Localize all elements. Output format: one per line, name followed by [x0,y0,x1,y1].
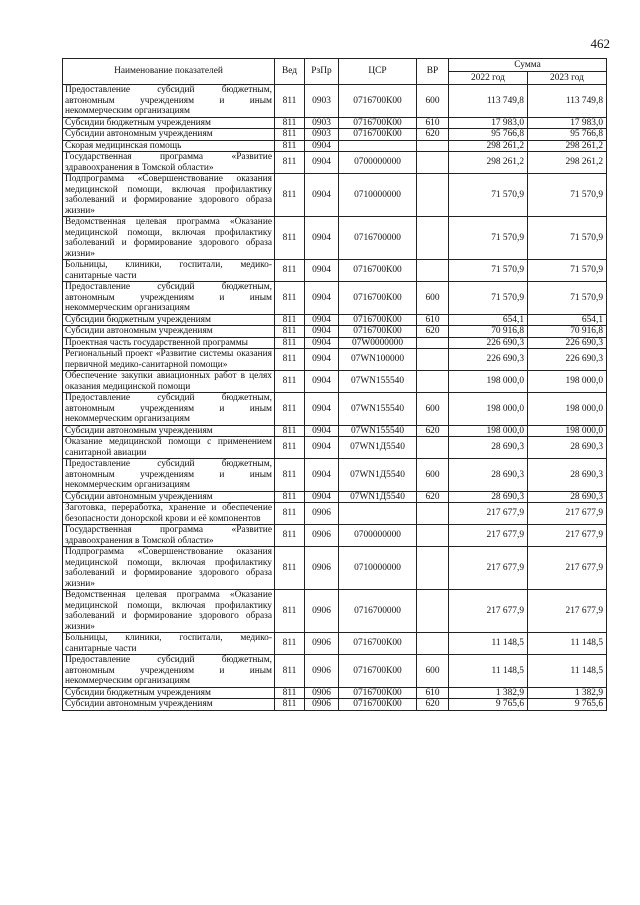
row-csr: 07WN100000 [339,349,417,371]
row-csr: 07W0000000 [339,337,417,349]
row-csr: 0716700К00 [339,326,417,338]
row-rzpr: 0906 [305,633,339,655]
row-sum-2023: 1 382,9 [528,687,607,699]
row-ved: 811 [275,491,305,503]
row-sum-2022: 17 983,0 [449,117,528,129]
row-vr [417,217,449,260]
row-name: Предоставление субсидий бюджетным, автономным учреждениям и иным некоммерческим организациям [63,282,275,315]
row-csr: 0716700000 [339,590,417,633]
row-csr: 07WN155540 [339,425,417,437]
row-sum-2023: 11 148,5 [528,655,607,688]
row-sum-2023: 654,1 [528,314,607,326]
row-ved: 811 [275,152,305,174]
row-sum-2022: 28 690,3 [449,437,528,459]
row-sum-2022: 71 570,9 [449,217,528,260]
header-2023: 2023 год [528,72,607,85]
row-vr [417,349,449,371]
row-ved: 811 [275,217,305,260]
row-sum-2023: 217 677,9 [528,525,607,547]
row-sum-2023: 95 766,8 [528,129,607,141]
table-row [63,655,607,688]
row-sum-2022: 1 382,9 [449,687,528,699]
row-name: Субсидии автономным учреждениям [63,425,275,437]
row-sum-2023: 298 261,2 [528,140,607,152]
row-csr: 0716700К00 [339,260,417,282]
row-name: Субсидии автономным учреждениям [63,491,275,503]
table-row [63,371,607,393]
table-row [63,393,607,426]
row-vr [417,260,449,282]
row-csr: 0716700К00 [339,633,417,655]
row-vr [417,590,449,633]
table-row [63,85,607,118]
row-vr [417,437,449,459]
row-sum-2022: 226 690,3 [449,337,528,349]
row-sum-2022: 71 570,9 [449,174,528,217]
row-vr: 610 [417,117,449,129]
page-number: 462 [590,36,610,51]
row-sum-2023: 198 000,0 [528,371,607,393]
row-vr: 620 [417,326,449,338]
row-ved: 811 [275,687,305,699]
row-csr: 0700000000 [339,152,417,174]
row-sum-2023: 71 570,9 [528,174,607,217]
row-sum-2022: 217 677,9 [449,547,528,590]
header-vr: ВР [417,59,449,85]
table-row [63,491,607,503]
table-row [63,174,607,217]
row-rzpr: 0904 [305,260,339,282]
row-ved: 811 [275,371,305,393]
row-rzpr: 0904 [305,314,339,326]
budget-table [62,58,607,711]
table-row [63,260,607,282]
table-row [63,314,607,326]
table-row [63,152,607,174]
row-sum-2022: 198 000,0 [449,393,528,426]
row-sum-2022: 298 261,2 [449,152,528,174]
row-csr: 0716700К00 [339,117,417,129]
row-sum-2023: 298 261,2 [528,152,607,174]
table-row [63,547,607,590]
row-vr: 600 [417,282,449,315]
table-row [63,140,607,152]
row-csr: 07WN1Д5540 [339,437,417,459]
row-csr: 0716700К00 [339,699,417,711]
row-rzpr: 0904 [305,174,339,217]
row-name: Скорая медицинская помощь [63,140,275,152]
row-rzpr: 0906 [305,687,339,699]
row-rzpr: 0904 [305,337,339,349]
row-name: Оказание медицинской помощи с применением санитарной авиации [63,437,275,459]
row-vr [417,547,449,590]
row-ved: 811 [275,314,305,326]
row-sum-2022: 9 765,6 [449,699,528,711]
row-name: Государственная программа «Развитие здравоохранения в Томской области» [63,152,275,174]
row-sum-2022: 217 677,9 [449,525,528,547]
row-vr: 610 [417,314,449,326]
row-vr [417,525,449,547]
row-sum-2022: 11 148,5 [449,655,528,688]
header-name: Наименование показателей [63,59,275,85]
row-sum-2023: 9 765,6 [528,699,607,711]
row-vr: 620 [417,699,449,711]
row-vr [417,633,449,655]
row-rzpr: 0904 [305,491,339,503]
row-sum-2022: 217 677,9 [449,503,528,525]
row-csr: 0716700К00 [339,129,417,141]
row-name: Ведомственная целевая программа «Оказание медицинской помощи, включая профилактику заболеваний и формирование здорового образа жизни» [63,217,275,260]
row-rzpr: 0904 [305,425,339,437]
row-csr: 0716700К00 [339,687,417,699]
row-csr: 07WN1Д5540 [339,459,417,492]
row-csr: 0716700К00 [339,85,417,118]
table-row [63,337,607,349]
table-row [63,117,607,129]
row-name: Предоставление субсидий бюджетным, автономным учреждениям и иным некоммерческим организациям [63,459,275,492]
row-csr: 0710000000 [339,547,417,590]
row-name: Подпрограмма «Совершенствование оказания медицинской помощи, включая профилактику заболеваний и формирование здорового образа жизни» [63,174,275,217]
row-sum-2023: 28 690,3 [528,459,607,492]
table-row [63,459,607,492]
row-rzpr: 0904 [305,371,339,393]
row-ved: 811 [275,349,305,371]
row-csr: 0716700К00 [339,282,417,315]
row-sum-2022: 217 677,9 [449,590,528,633]
row-ved: 811 [275,85,305,118]
row-rzpr: 0906 [305,590,339,633]
row-sum-2023: 226 690,3 [528,349,607,371]
row-sum-2022: 71 570,9 [449,282,528,315]
row-rzpr: 0906 [305,503,339,525]
row-vr [417,503,449,525]
header-2022: 2022 год [449,72,528,85]
row-ved: 811 [275,174,305,217]
row-vr: 600 [417,85,449,118]
table-row [63,699,607,711]
row-csr: 0700000000 [339,525,417,547]
row-sum-2023: 71 570,9 [528,260,607,282]
row-sum-2023: 217 677,9 [528,590,607,633]
row-sum-2023: 226 690,3 [528,337,607,349]
row-ved: 811 [275,655,305,688]
row-vr: 610 [417,687,449,699]
row-rzpr: 0904 [305,326,339,338]
header-csr: ЦСР [339,59,417,85]
row-rzpr: 0904 [305,393,339,426]
row-name: Проектная часть государственной программы [63,337,275,349]
row-csr: 0716700К00 [339,655,417,688]
row-sum-2023: 17 983,0 [528,117,607,129]
row-sum-2022: 70 916,8 [449,326,528,338]
row-rzpr: 0904 [305,459,339,492]
row-ved: 811 [275,337,305,349]
row-sum-2022: 28 690,3 [449,491,528,503]
row-rzpr: 0906 [305,699,339,711]
row-vr: 600 [417,655,449,688]
row-name: Региональный проект «Развитие системы оказания первичной медико-санитарной помощи» [63,349,275,371]
row-ved: 811 [275,525,305,547]
row-sum-2022: 28 690,3 [449,459,528,492]
row-sum-2023: 71 570,9 [528,217,607,260]
row-sum-2023: 217 677,9 [528,503,607,525]
row-ved: 811 [275,140,305,152]
row-name: Обеспечение закупки авиационных работ в целях оказания медицинской помощи [63,371,275,393]
row-name: Субсидии бюджетным учреждениям [63,314,275,326]
row-ved: 811 [275,590,305,633]
row-vr: 620 [417,491,449,503]
row-vr: 620 [417,129,449,141]
header-ved: Вед [275,59,305,85]
row-ved: 811 [275,633,305,655]
row-sum-2022: 11 148,5 [449,633,528,655]
row-sum-2023: 198 000,0 [528,425,607,437]
row-ved: 811 [275,282,305,315]
row-vr [417,152,449,174]
row-name: Государственная программа «Развитие здравоохранения в Томской области» [63,525,275,547]
row-sum-2022: 226 690,3 [449,349,528,371]
row-name: Предоставление субсидий бюджетным, автономным учреждениям и иным некоммерческим организациям [63,85,275,118]
row-name: Субсидии автономным учреждениям [63,326,275,338]
row-csr: 07WN155540 [339,393,417,426]
table-row [63,590,607,633]
header-sum: Сумма [449,59,607,72]
row-sum-2022: 198 000,0 [449,425,528,437]
row-sum-2022: 113 749,8 [449,85,528,118]
row-csr: 07WN155540 [339,371,417,393]
table-row [63,437,607,459]
row-csr: 0716700000 [339,217,417,260]
row-name: Заготовка, переработка, хранение и обеспечение безопасности донорской крови и её компонентов [63,503,275,525]
row-ved: 811 [275,129,305,141]
row-rzpr: 0904 [305,437,339,459]
row-sum-2022: 95 766,8 [449,129,528,141]
row-rzpr: 0906 [305,655,339,688]
row-sum-2023: 217 677,9 [528,547,607,590]
row-vr: 600 [417,459,449,492]
row-sum-2022: 654,1 [449,314,528,326]
table-row [63,129,607,141]
row-sum-2023: 28 690,3 [528,491,607,503]
row-csr: 07WN1Д5540 [339,491,417,503]
row-vr [417,140,449,152]
row-vr [417,337,449,349]
row-sum-2023: 198 000,0 [528,393,607,426]
row-rzpr: 0906 [305,525,339,547]
row-csr [339,503,417,525]
row-name: Субсидии автономным учреждениям [63,129,275,141]
row-name: Субсидии бюджетным учреждениям [63,117,275,129]
row-csr: 0716700К00 [339,314,417,326]
row-rzpr: 0904 [305,282,339,315]
row-name: Подпрограмма «Совершенствование оказания медицинской помощи, включая профилактику заболеваний и формирование здорового образа жизни» [63,547,275,590]
table-row [63,326,607,338]
row-name: Ведомственная целевая программа «Оказание медицинской помощи, включая профилактику заболеваний и формирование здорового образа жизни» [63,590,275,633]
table-row [63,503,607,525]
row-ved: 811 [275,699,305,711]
row-csr [339,140,417,152]
row-sum-2022: 71 570,9 [449,260,528,282]
row-sum-2023: 11 148,5 [528,633,607,655]
row-ved: 811 [275,503,305,525]
row-ved: 811 [275,117,305,129]
row-vr [417,174,449,217]
row-vr: 620 [417,425,449,437]
header-rzpr: РзПр [305,59,339,85]
row-rzpr: 0904 [305,217,339,260]
row-name: Больницы, клиники, госпитали, медико-санитарные части [63,260,275,282]
row-rzpr: 0904 [305,349,339,371]
row-ved: 811 [275,260,305,282]
row-name: Больницы, клиники, госпитали, медико-санитарные части [63,633,275,655]
row-ved: 811 [275,425,305,437]
table-row [63,633,607,655]
row-sum-2023: 113 749,8 [528,85,607,118]
row-name: Предоставление субсидий бюджетным, автономным учреждениям и иным некоммерческим организациям [63,655,275,688]
table-row [63,217,607,260]
row-rzpr: 0903 [305,117,339,129]
table-row [63,349,607,371]
row-rzpr: 0904 [305,140,339,152]
row-ved: 811 [275,326,305,338]
row-rzpr: 0903 [305,85,339,118]
row-csr: 0710000000 [339,174,417,217]
row-sum-2023: 71 570,9 [528,282,607,315]
row-vr: 600 [417,393,449,426]
row-rzpr: 0904 [305,152,339,174]
row-sum-2022: 298 261,2 [449,140,528,152]
table-row [63,282,607,315]
row-ved: 811 [275,459,305,492]
row-name: Субсидии автономным учреждениям [63,699,275,711]
table-row [63,687,607,699]
row-name: Субсидии бюджетным учреждениям [63,687,275,699]
row-sum-2022: 198 000,0 [449,371,528,393]
row-sum-2023: 28 690,3 [528,437,607,459]
row-ved: 811 [275,393,305,426]
table-row [63,525,607,547]
row-rzpr: 0906 [305,547,339,590]
row-vr [417,371,449,393]
row-name: Предоставление субсидий бюджетным, автономным учреждениям и иным некоммерческим организациям [63,393,275,426]
row-ved: 811 [275,437,305,459]
row-ved: 811 [275,547,305,590]
table-row [63,425,607,437]
row-rzpr: 0903 [305,129,339,141]
row-sum-2023: 70 916,8 [528,326,607,338]
